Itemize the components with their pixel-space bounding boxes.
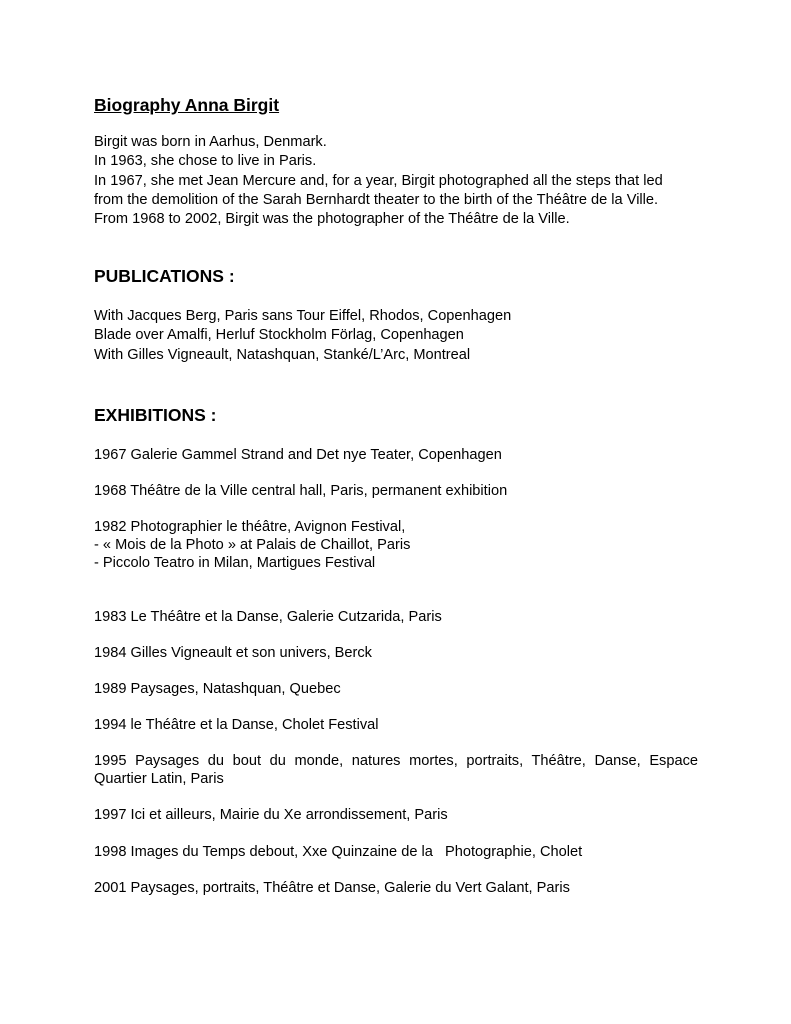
bio-line: from the demolition of the Sarah Bernhardt theater to the birth of the Théâtre de la Ville. [94, 191, 659, 208]
exhibition-item [94, 644, 698, 662]
exhibition-item [94, 482, 698, 500]
page-title: Biography Anna Birgit [94, 95, 280, 115]
exhibition-line: 1967 Galerie Gammel Strand and Det nye Teater, Copenhagen [94, 447, 502, 463]
exhibition-line: - Piccolo Teatro in Milan, Martigues Festival [94, 555, 376, 571]
exhibition-line: 1984 Gilles Vigneault et son univers, Berck [94, 645, 372, 661]
exhibition-item [94, 879, 698, 897]
exhibition-line: 1968 Théâtre de la Ville central hall, Paris, permanent exhibition [94, 483, 508, 499]
publication-item: With Jacques Berg, Paris sans Tour Eiffel, Rhodos, Copenhagen [94, 308, 512, 324]
publications-heading: PUBLICATIONS : [94, 266, 235, 286]
publication-item: Blade over Amalfi, Herluf Stockholm Förlag, Copenhagen [94, 327, 464, 344]
bio-line: Birgit was born in Aarhus, Denmark. [94, 134, 327, 150]
exhibition-item [94, 446, 698, 464]
biography-text [94, 133, 698, 229]
exhibition-line: - « Mois de la Photo » at Palais de Chaillot, Paris [94, 537, 411, 553]
bio-line: From 1968 to 2002, Birgit was the photographer of the Théâtre de la Ville. [94, 211, 570, 228]
exhibitions-heading: EXHIBITIONS : [94, 405, 217, 425]
bio-line: In 1967, she met Jean Mercure and, for a year, Birgit photographed all the steps that led [94, 172, 663, 189]
publication-item: With Gilles Vigneault, Natashquan, Stanké/L’Arc, Montreal [94, 346, 471, 363]
exhibition-item [94, 680, 698, 698]
publications-list [94, 307, 511, 365]
exhibition-item [94, 608, 698, 626]
exhibition-line: Quartier Latin, Paris [94, 771, 224, 787]
exhibition-line: 1995 Paysages du bout du monde, natures mortes, portraits, Théâtre, Danse, Espace [94, 753, 698, 769]
exhibition-item [94, 843, 698, 861]
exhibition-line: 1989 Paysages, Natashquan, Quebec [94, 681, 341, 697]
exhibition-item [94, 518, 698, 572]
exhibition-item [94, 806, 698, 824]
exhibition-line: 1997 Ici et ailleurs, Mairie du Xe arrondissement, Paris [94, 807, 448, 823]
exhibition-line: 2001 Paysages, portraits, Théâtre et Danse, Galerie du Vert Galant, Paris [94, 880, 570, 896]
exhibition-item [94, 752, 698, 788]
exhibition-line: 1998 Images du Temps debout, Xxe Quinzaine de la Photographie, Cholet [94, 844, 583, 860]
exhibition-line: 1982 Photographier le théâtre, Avignon Festival, [94, 519, 406, 535]
exhibition-line: 1994 le Théâtre et la Danse, Cholet Festival [94, 717, 379, 733]
exhibition-item [94, 716, 698, 734]
bio-line: In 1963, she chose to live in Paris. [94, 153, 317, 170]
exhibition-line: 1983 Le Théâtre et la Danse, Galerie Cutzarida, Paris [94, 609, 442, 625]
